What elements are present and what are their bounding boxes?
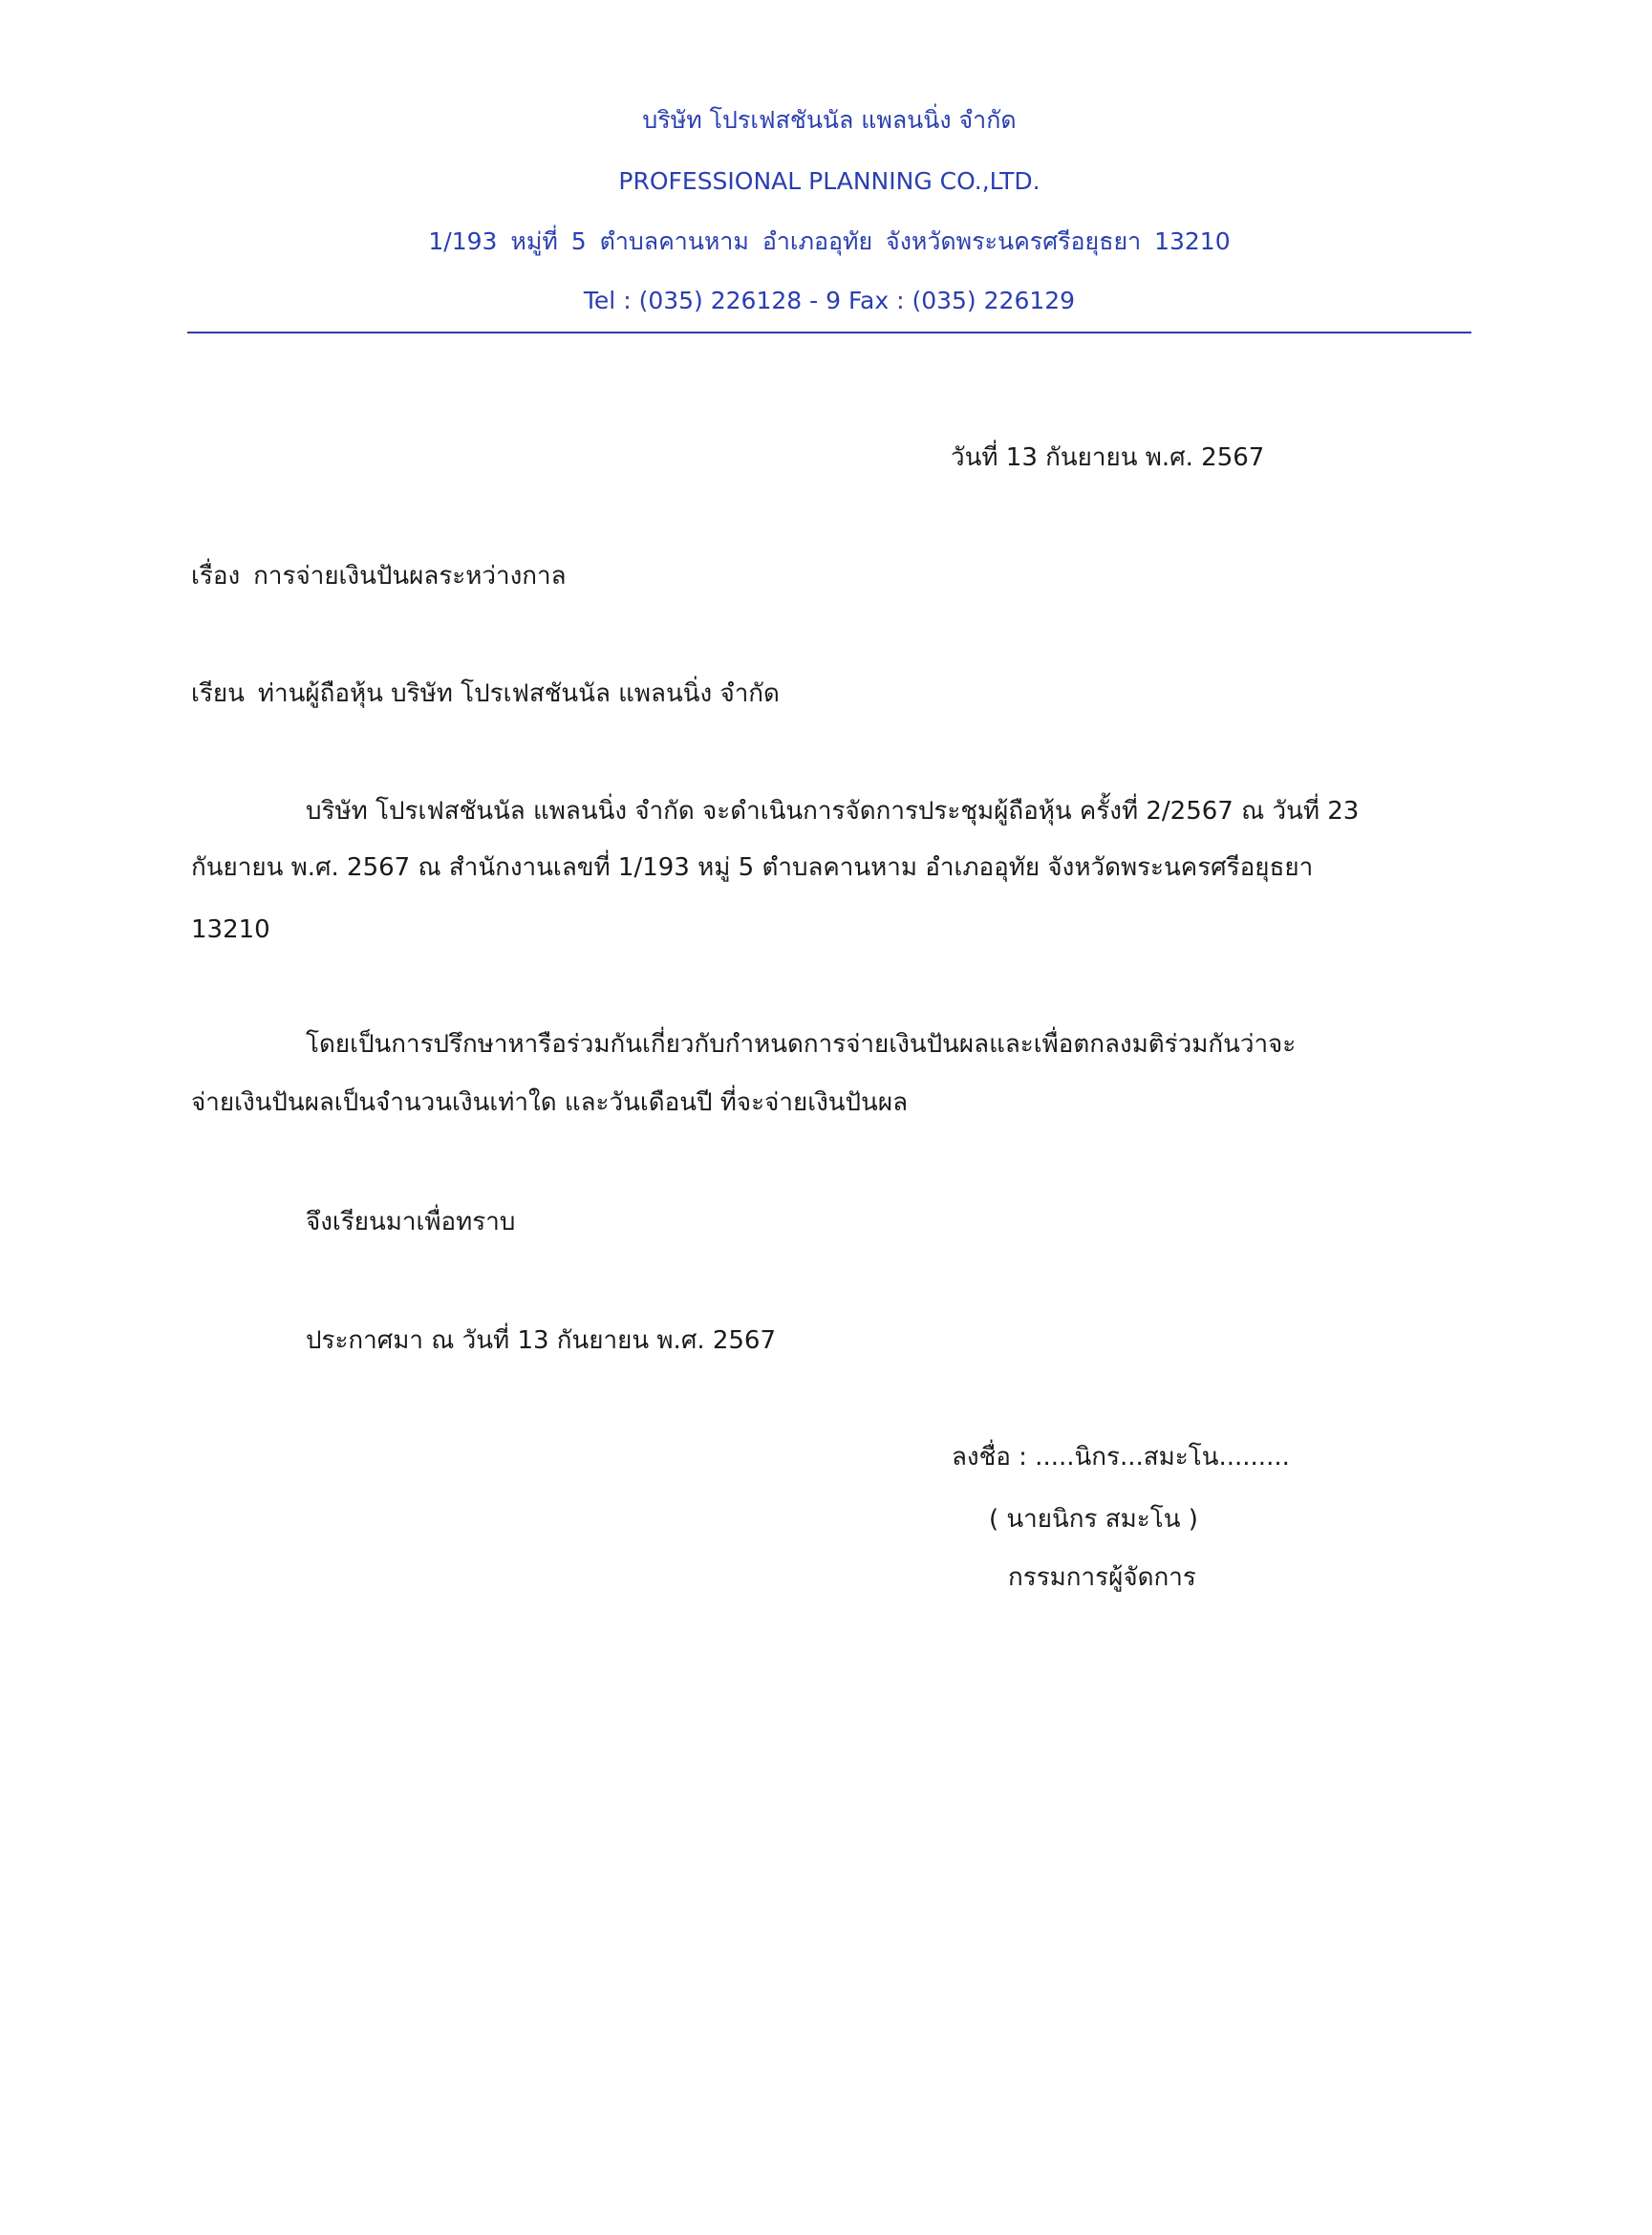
signatory-title: กรรมการผู้จัดการ: [1008, 1563, 1196, 1592]
signature-line: ลงชื่อ : .....นิกร...สมะโน.........: [952, 1443, 1290, 1472]
letter-date: วันที่ 13 กันยายน พ.ศ. 2567: [951, 443, 1265, 472]
signatory-name: ( นายนิกร สมะโน ): [989, 1505, 1198, 1534]
paragraph2-line1: โดยเป็นการปรึกษาหารือร่วมกันเกี่ยวกับกำหนดการจ่ายเงินปันผลและเพื่อตกลงมติร่วมกันว่าจะ: [306, 1030, 1297, 1059]
paragraph1-line3: 13210: [191, 915, 270, 944]
announcement-date-line: ประกาศมา ณ วันที่ 13 กันยายน พ.ศ. 2567: [306, 1326, 777, 1355]
company-address: 1/193 หมู่ที่ 5 ตำบลคานหาม อำเภออุทัย จังหวัดพระนครศรีอยุธยา 13210: [428, 227, 1231, 255]
subject-text: การจ่ายเงินปันผลระหว่างกาล: [253, 562, 567, 591]
company-contact: Tel : (035) 226128 - 9 Fax : (035) 226129: [583, 287, 1076, 314]
company-name-thai: บริษัท โปรเฟสชันนัล แพลนนิ่ง จำกัด: [642, 106, 1017, 134]
recipient-text: ท่านผู้ถือหุ้น บริษัท โปรเฟสชันนัล แพลนนิ่ง จำกัด: [257, 679, 780, 708]
closing-line: จึงเรียนมาเพื่อทราบ: [306, 1208, 516, 1236]
recipient-label: เรียน: [191, 679, 245, 708]
recipient-line: [191, 681, 780, 706]
paragraph1-line1: บริษัท โปรเฟสชันนัล แพลนนิ่ง จำกัด จะดำเนินการจัดการประชุมผู้ถือหุ้น ครั้งที่ 2/2567 ณ วันที่ 23: [306, 797, 1360, 826]
subject-line: [191, 564, 567, 589]
company-name-english: PROFESSIONAL PLANNING CO.,LTD.: [618, 167, 1041, 195]
letterhead-divider: [187, 332, 1471, 333]
paragraph1-line2: กันยายน พ.ศ. 2567 ณ สำนักงานเลขที่ 1/193 หมู่ 5 ตำบลคานหาม อำเภออุทัย จังหวัดพระนครศรีอยุธยา: [191, 853, 1314, 882]
subject-label: เรื่อง: [191, 562, 241, 591]
paragraph2-line2: จ่ายเงินปันผลเป็นจำนวนเงินเท่าใด และวันเดือนปี ที่จะจ่ายเงินปันผล: [191, 1088, 909, 1117]
